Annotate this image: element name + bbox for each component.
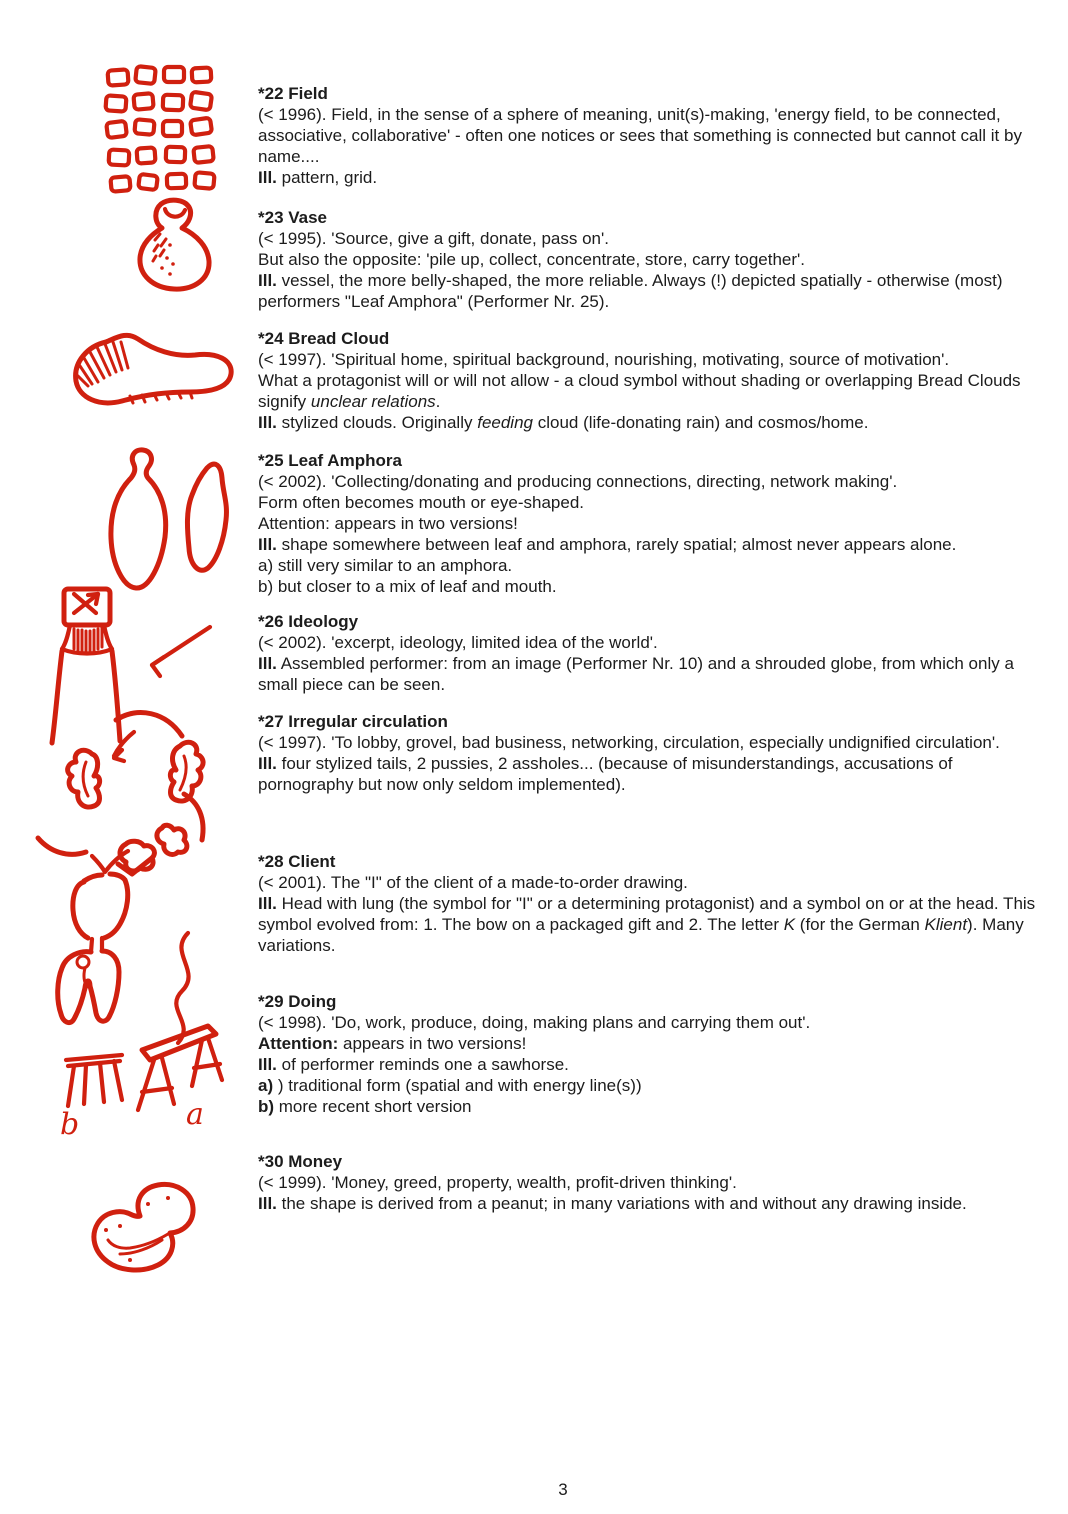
entry-line: Ill. Head with lung (the symbol for "I" or a determining protagonist) and a symbol on or at the head. This symbol evolved from: 1. The bow on a packaged gift and 2. The letter K (for the German Klient). Many variations.: [258, 894, 1036, 955]
entry-line: b) more recent short version: [258, 1097, 472, 1116]
entry-line: Ill. pattern, grid.: [258, 168, 378, 187]
entry-line: Ill. Assembled performer: from an image (Performer Nr. 10) and a shrouded globe, from which only a small piece can be seen.: [258, 654, 1014, 694]
doing-drawing: [56, 928, 241, 1148]
bread-cloud-drawing: [66, 326, 240, 416]
entry-line: (< 1998). 'Do, work, produce, doing, making plans and carrying them out'.: [258, 1013, 811, 1032]
entry-heading: *30 Money: [258, 1152, 343, 1171]
entry-23-vase: [258, 207, 1036, 312]
entry-heading: *23 Vase: [258, 208, 328, 227]
entry-line: (< 1996). Field, in the sense of a sphere of meaning, unit(s)-making, 'energy field, to be connected, associative, collaborative' - often one notices or sees that something is connected but cannot call it by name....: [258, 105, 1022, 166]
entry-line: Ill. vessel, the more belly-shaped, the more reliable. Always (!) depicted spatially - otherwise (most) performers "Leaf Amphora" (Performer Nr. 25).: [258, 271, 1003, 311]
page-number: 3: [558, 1480, 568, 1499]
entry-line: b) but closer to a mix of leaf and mouth.: [258, 577, 557, 596]
entry-heading: *22 Field: [258, 84, 328, 103]
field-grid-drawing: [104, 64, 216, 194]
entry-line: (< 1999). 'Money, greed, property, wealth, profit-driven thinking'.: [258, 1173, 737, 1192]
money-peanut-drawing: [70, 1176, 210, 1280]
entry-line: Attention: appears in two versions!: [258, 1034, 527, 1053]
entry-line: (< 1995). 'Source, give a gift, donate, pass on'.: [258, 229, 609, 248]
entry-heading: *28 Client: [258, 852, 336, 871]
doing-label-a: a: [186, 1097, 204, 1132]
entry-line: (< 2002). 'excerpt, ideology, limited idea of the world'.: [258, 633, 658, 652]
doing-label-b: b: [60, 1107, 80, 1142]
entry-29-doing: [258, 991, 1036, 1117]
entry-line: (< 1997). 'To lobby, grovel, bad business, networking, circulation, especially undignified circulation'.: [258, 733, 1000, 752]
entry-line: Ill. four stylized tails, 2 pussies, 2 assholes... (because of misunderstandings, accusations of pornography but now only seldom implemented).: [258, 754, 953, 794]
vase-drawing: [128, 198, 216, 294]
entry-30-money: [258, 1151, 1036, 1214]
entry-line: Ill. the shape is derived from a peanut; in many variations with and without any drawing inside.: [258, 1194, 967, 1213]
entry-25-leaf-amphora: [258, 450, 1036, 597]
entry-28-client: [258, 851, 1036, 956]
entry-22-field: [258, 83, 1036, 188]
entry-line: What a protagonist will or will not allow - a cloud symbol without shading or overlapping Bread Clouds signify unclear relations.: [258, 371, 1021, 411]
entry-line: Ill. stylized clouds. Originally feeding cloud (life-donating rain) and cosmos/home.: [258, 413, 869, 432]
entry-line: a) still very similar to an amphora.: [258, 556, 513, 575]
entry-line: (< 2002). 'Collecting/donating and producing connections, directing, network making'.: [258, 472, 898, 491]
entry-line: Form often becomes mouth or eye-shaped.: [258, 493, 584, 512]
entry-line: Attention: appears in two versions!: [258, 514, 518, 533]
entry-line: (< 2001). The "I" of the client of a made-to-order drawing.: [258, 873, 688, 892]
entry-heading: *25 Leaf Amphora: [258, 451, 402, 470]
entry-line: But also the opposite: 'pile up, collect, concentrate, store, carry together'.: [258, 250, 806, 269]
entry-heading: *24 Bread Cloud: [258, 329, 390, 348]
entry-heading: *27 Irregular circulation: [258, 712, 448, 731]
entry-line: a) ) traditional form (spatial and with energy line(s)): [258, 1076, 642, 1095]
entry-heading: *29 Doing: [258, 992, 337, 1011]
entry-26-ideology: [258, 611, 1036, 695]
entry-line: Ill. of performer reminds one a sawhorse.: [258, 1055, 569, 1074]
entry-24-bread-cloud: [258, 328, 1036, 433]
entry-27-irregular-circulation: [258, 711, 1036, 795]
entry-line: Ill. shape somewhere between leaf and amphora, rarely spatial; almost never appears alone.: [258, 535, 957, 554]
entry-heading: *26 Ideology: [258, 612, 359, 631]
entry-line: (< 1997). 'Spiritual home, spiritual background, nourishing, motivating, source of motivation'.: [258, 350, 950, 369]
